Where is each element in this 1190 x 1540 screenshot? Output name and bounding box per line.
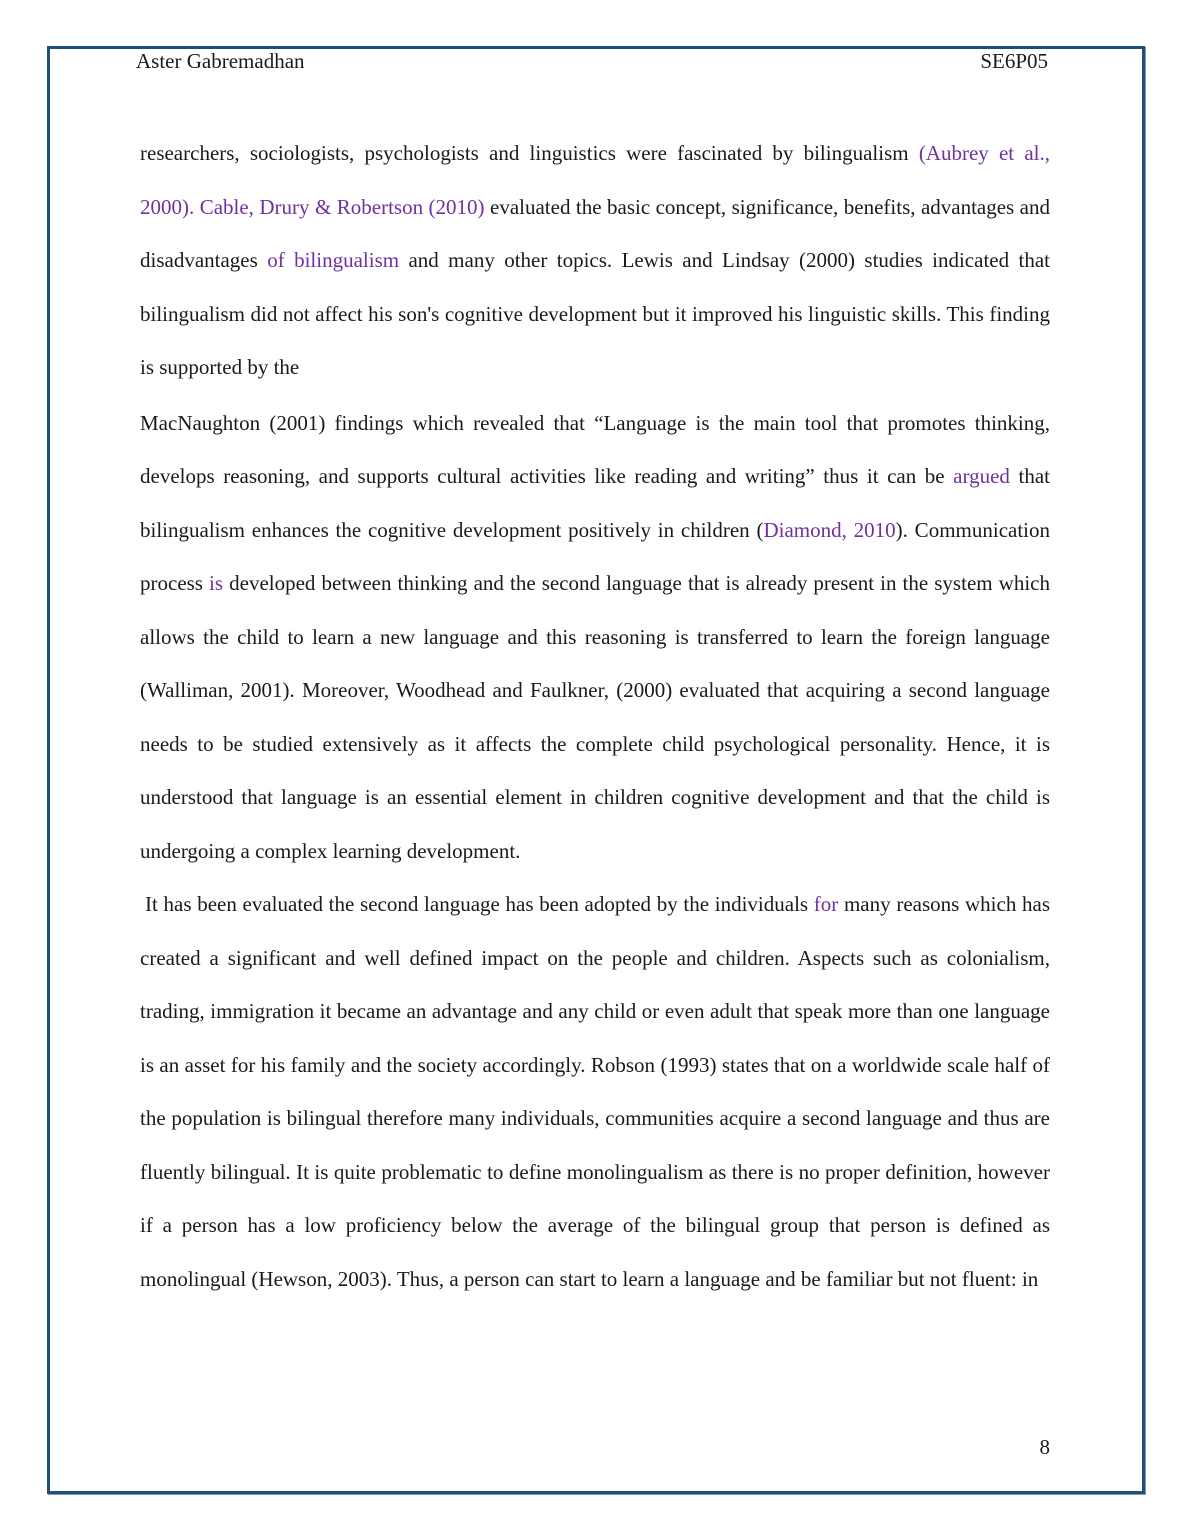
paragraph-1-text: and many other topics. Lewis and Lindsay (2000) studies indicated that bilingualism did not affect his son's cognitive development but it improved his linguistic skills. This finding is supported by the bbox=[140, 248, 1050, 379]
paragraph-2-text: MacNaughton (2001) findings which revealed that “Language is the main tool that promotes thinking, develops reasoning, and supports cultural activities like reading and writing” thus it can be bbox=[140, 410, 1050, 488]
paragraph-3-text: many reasons which has created a significant and well defined impact on the people and children. Aspects such as colonialism, trading, immigration it became an advantage and any child or even adult that speak more than one language is an asset for his family and the society accordingly. Robson (1993) states that on a worldwide scale half of the population is bilingual therefore many individuals, communities acquire a second language and thus are fluently bilingual. It is quite problematic to define monolingualism as there is no proper definition, however if a person has a low proficiency below the average of the bilingual group that person is defined as monolingual (Hewson, 2003). Thus, a person can start to learn a language and be familiar but not fluent: in bbox=[140, 892, 1050, 1291]
paragraph-2 bbox=[140, 397, 1050, 879]
paragraph-2-text: ). Communication process bbox=[140, 517, 1051, 595]
highlight-is: is bbox=[209, 571, 224, 595]
highlight-for: for bbox=[813, 892, 839, 916]
paragraph-3 bbox=[140, 878, 1050, 1306]
paragraph-1 bbox=[140, 127, 1050, 395]
highlight-argued: argued bbox=[953, 464, 1010, 488]
citation-diamond: Diamond, 2010 bbox=[763, 517, 896, 542]
paragraph-1-text: evaluated the basic concept, significance, benefits, advantages and disadvantages bbox=[140, 194, 1051, 272]
highlight-of-bilingualism: of bilingualism bbox=[267, 248, 400, 272]
header-author: Aster Gabremadhan bbox=[136, 49, 305, 73]
paragraph-1-text: researchers, sociologists, psychologists and linguistics were fascinated by bilingualism bbox=[140, 141, 919, 165]
citation-aubrey-cable: (Aubrey et al., 2000). Cable, Drury & Robertson (2010) bbox=[140, 141, 1050, 219]
paragraph-2-text: developed between thinking and the second language that is already present in the system which allows the child to learn a new language and this reasoning is transferred to learn the foreign language (Walliman, 2001). Moreover, Woodhead and Faulkner, (2000) evaluated that acquiring a second language needs to be studied extensively as it affects the complete child psychological personality. Hence, it is understood that language is an essential element in children cognitive development and that the child is undergoing a complex learning development. bbox=[140, 571, 1050, 863]
paragraph-2-text: that bilingualism enhances the cognitive development positively in children ( bbox=[140, 464, 1050, 542]
page-number: 8 bbox=[1039, 1435, 1050, 1459]
paragraph-3-text: It has been evaluated the second language has been adopted by the individuals bbox=[145, 892, 814, 916]
header-code: SE6P05 bbox=[980, 49, 1048, 73]
document-body bbox=[140, 127, 1050, 1306]
